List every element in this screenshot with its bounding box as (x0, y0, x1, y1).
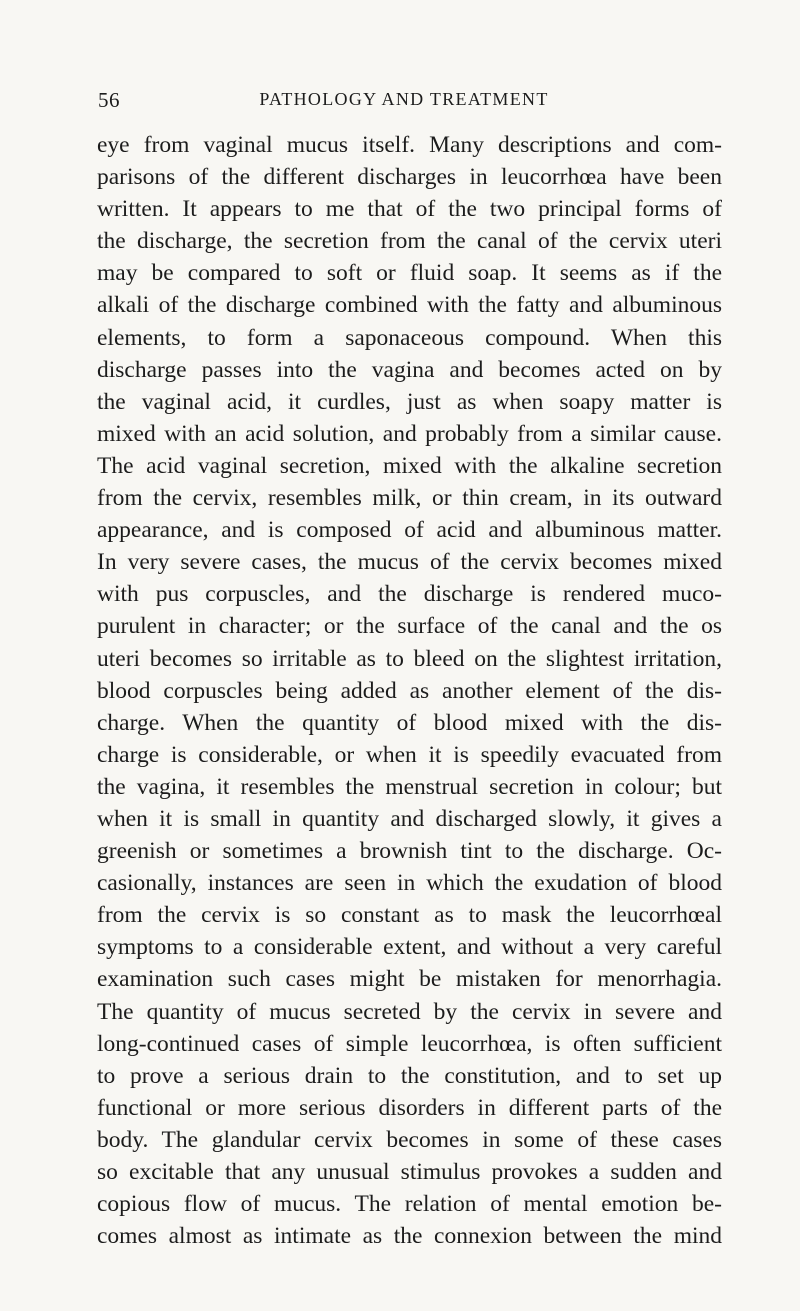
text-line: the vagina, it resembles the menstrual secretion in colour; but (97, 773, 722, 800)
text-line: may be compared to soft or fluid soap. It seems as if the (97, 260, 722, 287)
text-line: charge is considerable, or when it is speedily evacuated from (97, 741, 722, 768)
text-line: from the cervix, resembles milk, or thin cream, in its outward (97, 485, 722, 512)
text-line: appearance, and is composed of acid and albuminous matter. (97, 517, 722, 544)
text-line: when it is small in quantity and discharged slowly, it gives a (97, 805, 722, 832)
text-line: written. It appears to me that of the two principal forms of (97, 196, 722, 223)
text-line: blood corpuscles being added as another element of the dis- (97, 677, 722, 704)
text-line: parisons of the different discharges in leucorrhœa have been (97, 164, 722, 191)
text-line: from the cervix is so constant as to mask the leucorrhœal (97, 902, 722, 929)
text-line: greenish or sometimes a brownish tint to the discharge. Oc- (97, 838, 722, 865)
text-line: purulent in character; or the surface of the canal and the os (97, 613, 722, 640)
text-line: uteri becomes so irritable as to bleed on the slightest irritation, (97, 645, 722, 672)
body-text (97, 129, 722, 1252)
text-line: functional or more serious disorders in different parts of the (97, 1094, 722, 1121)
text-line: charge. When the quantity of blood mixed with the dis- (97, 709, 722, 736)
text-line: The quantity of mucus secreted by the cervix in severe and (97, 998, 722, 1025)
text-line: body. The glandular cervix becomes in some of these cases (97, 1126, 722, 1153)
text-line: mixed with an acid solution, and probably from a similar cause. (97, 420, 722, 447)
text-line: examination such cases might be mistaken for menorrhagia. (97, 966, 722, 993)
text-line: long-continued cases of simple leucorrhœa, is often sufficient (97, 1030, 722, 1057)
text-line: alkali of the discharge combined with the fatty and albuminous (97, 292, 722, 319)
text-line: symptoms to a considerable extent, and without a very careful (97, 934, 722, 961)
text-line: elements, to form a saponaceous compound. When this (97, 324, 722, 351)
text-line: In very severe cases, the mucus of the cervix becomes mixed (97, 549, 722, 576)
text-line: casionally, instances are seen in which the exudation of blood (97, 870, 722, 897)
text-line: the discharge, the secretion from the canal of the cervix uteri (97, 228, 722, 255)
text-line: so excitable that any unusual stimulus provokes a sudden and (97, 1159, 722, 1185)
text-line: eye from vaginal mucus itself. Many descriptions and com- (97, 132, 722, 158)
text-line: discharge passes into the vagina and becomes acted on by (97, 356, 722, 383)
running-head (98, 88, 710, 118)
text-line: to prove a serious drain to the constitution, and to set up (97, 1062, 722, 1089)
text-line: the vaginal acid, it curdles, just as when soapy matter is (97, 388, 722, 415)
text-line: comes almost as intimate as the connexion between the mind (97, 1223, 722, 1250)
text-line: copious flow of mucus. The relation of mental emotion be- (97, 1191, 722, 1218)
running-title: PATHOLOGY AND TREATMENT (259, 89, 549, 109)
text-line: with pus corpuscles, and the discharge is rendered muco- (97, 581, 722, 608)
page-number: 56 (98, 88, 120, 112)
text-line: The acid vaginal secretion, mixed with the alkaline secretion (97, 452, 722, 479)
